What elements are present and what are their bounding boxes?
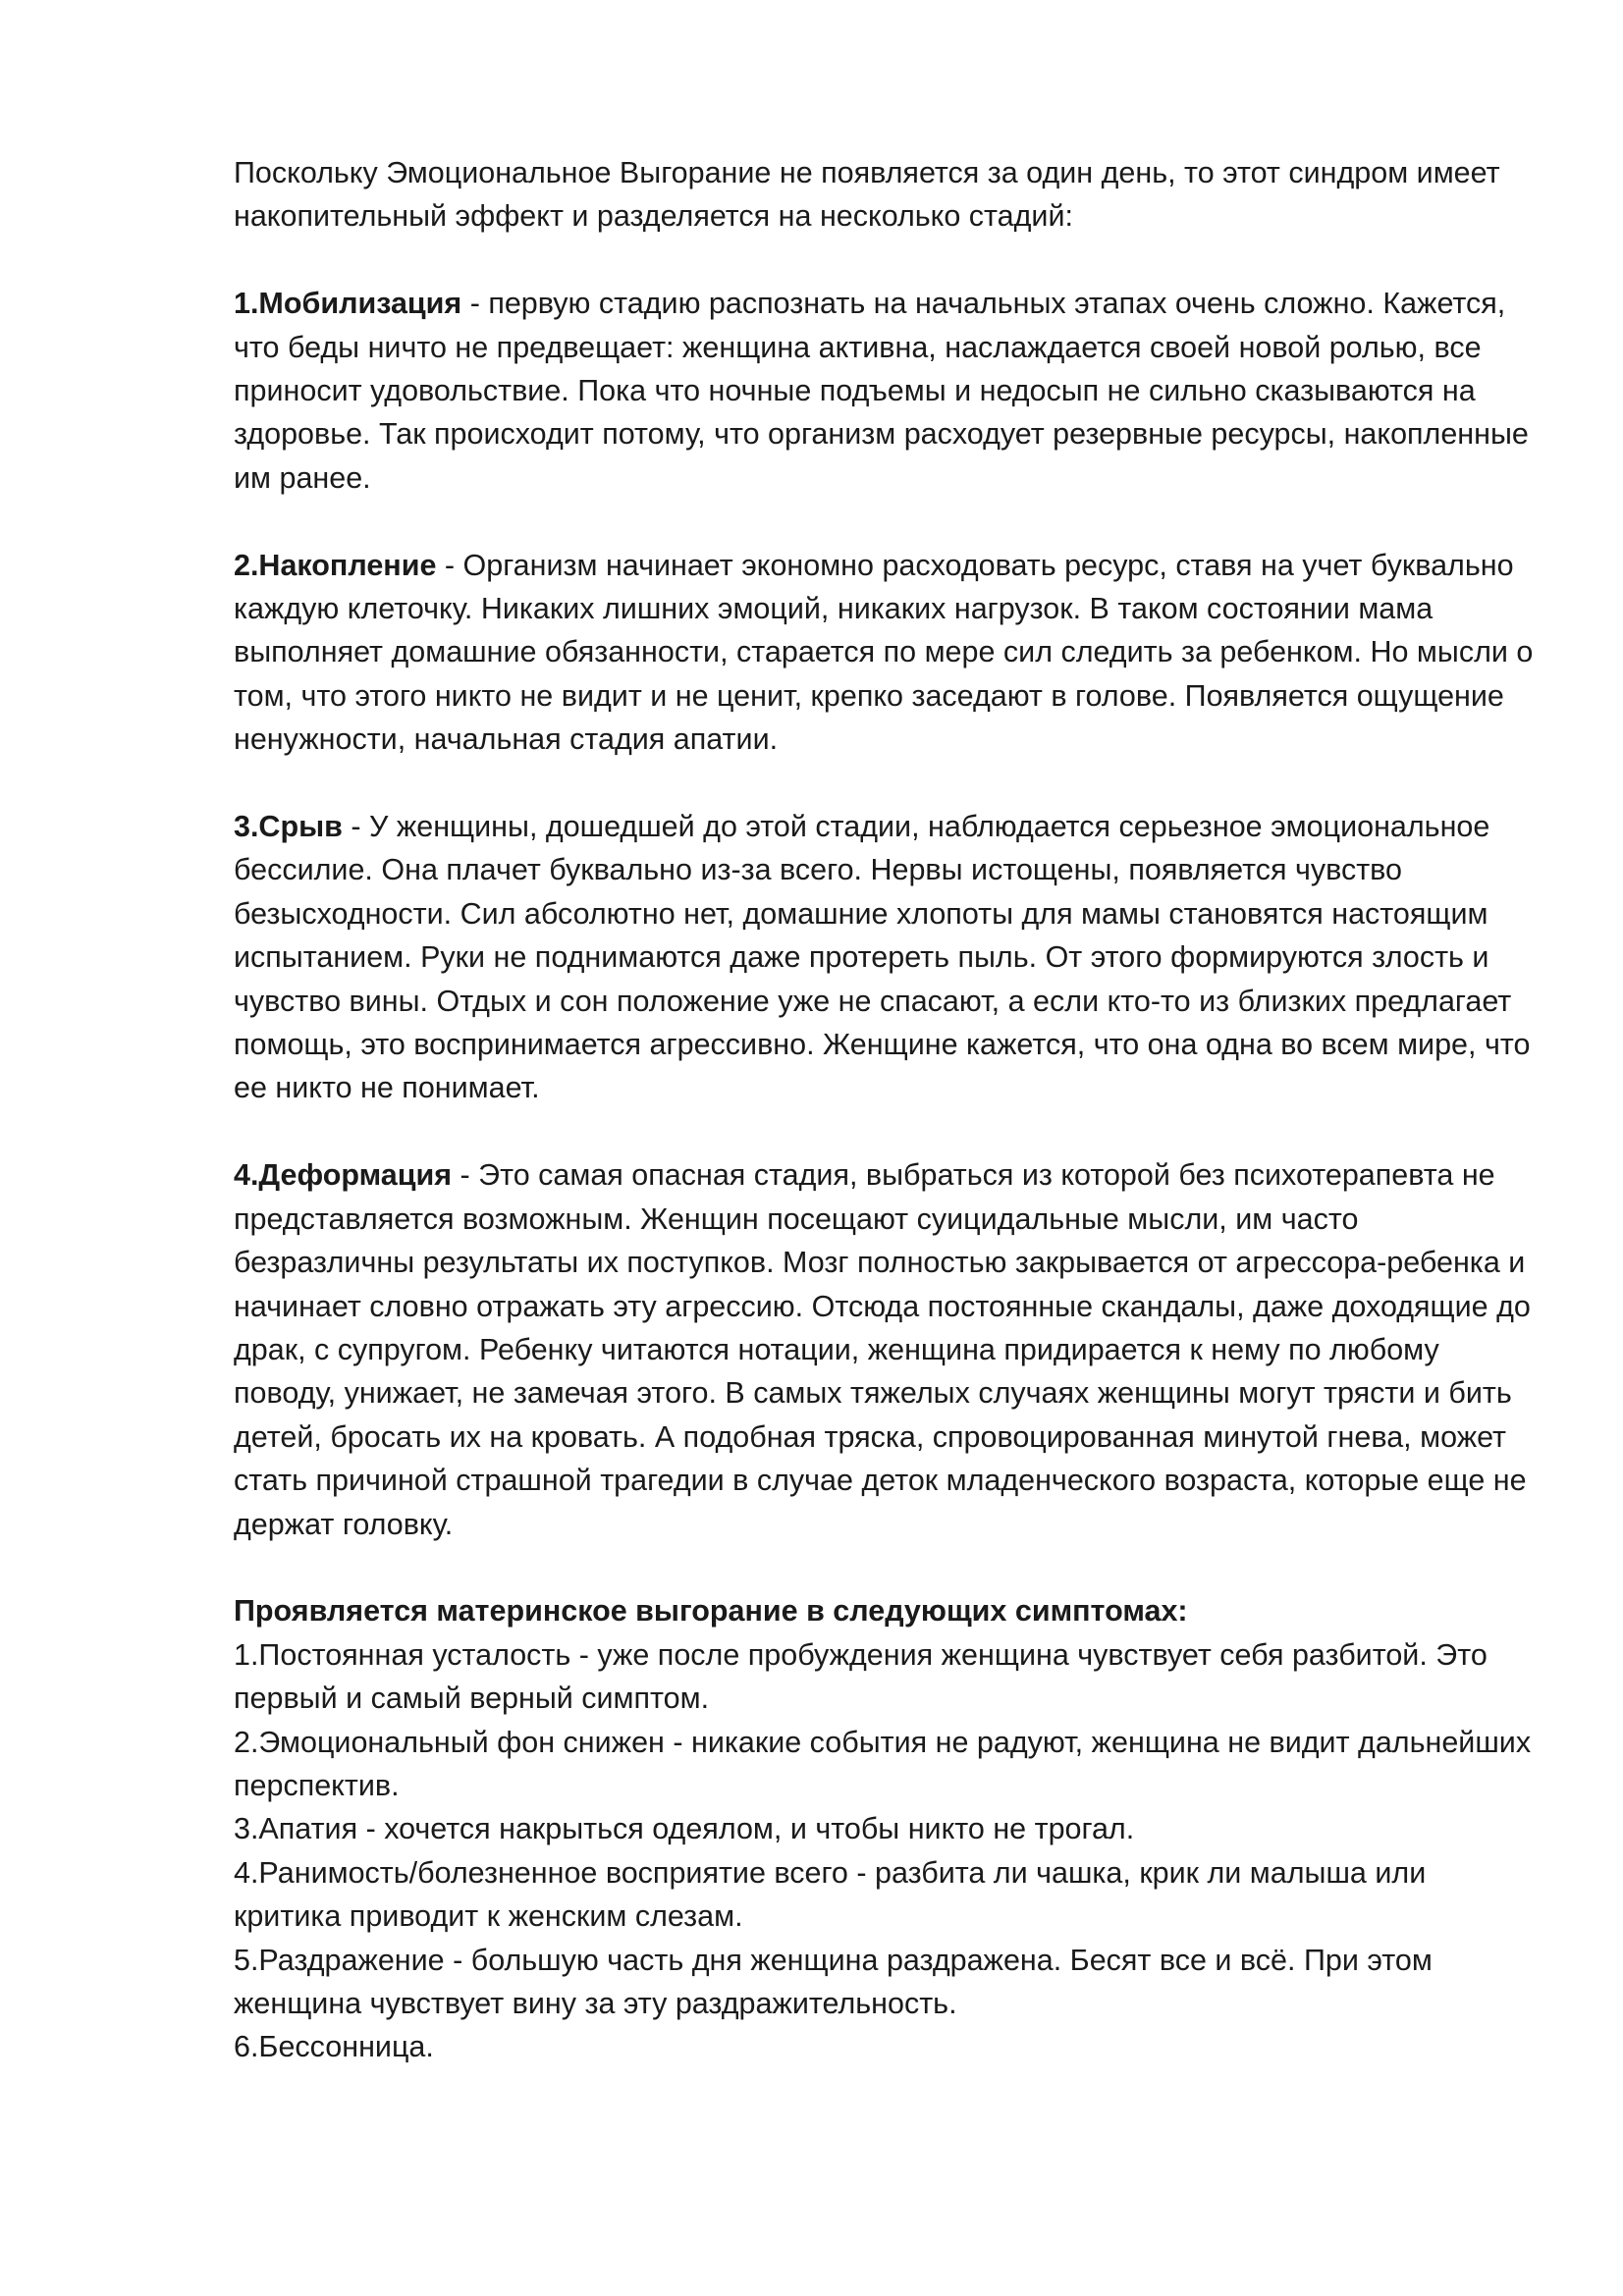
stage-title: 2.Накопление xyxy=(234,548,437,582)
stage-text: - Организм начинает экономно расходовать ресурс, ставя на учет буквально каждую клеточку. Никаких лишних эмоций, никаких нагрузок. В таком состоянии мама выполняет домашние обязанности, старается по мере сил следить за ребенком. Но мысли о том, что этого никто не видит и не ценит, крепко заседают в голове. Появляется ощущение ненужности, начальная стадия апатии. xyxy=(234,548,1534,757)
symptom-item: 3.Апатия - хочется накрыться одеялом, и чтобы никто не трогал. xyxy=(234,1812,1135,1846)
symptom-item: 5.Раздражение - большую часть дня женщина раздражена. Бесят все и всё. При этом женщина чувствует вину за эту раздражительность. xyxy=(234,1943,1433,2020)
stage-paragraph-mobilization xyxy=(234,282,1540,500)
stage-text: - У женщины, дошедшей до этой стадии, наблюдается серьезное эмоциональное бессилие. Она плачет буквально из-за всего. Нервы истощены, появляется чувство безысходности. Сил абсолютно нет, домашние хлопоты для мамы становятся настоящим испытанием. Руки не поднимаются даже протереть пыль. От этого формируются злость и чувство вины. Отдых и сон положение уже не спасают, а если кто-то из близких предлагает помощь, это воспринимается агрессивно. Женщине кажется, что она одна во всем мире, что ее никто не понимает. xyxy=(234,810,1531,1105)
symptom-item: 6.Бессонница. xyxy=(234,2030,434,2064)
symptoms-heading: Проявляется материнское выгорание в следующих симптомах: xyxy=(234,1594,1188,1629)
symptom-item: 2.Эмоциональный фон снижен - никакие события не радуют, женщина не видит дальнейших перспектив. xyxy=(234,1725,1532,1802)
symptoms-section xyxy=(234,1589,1540,2068)
stage-title: 4.Деформация xyxy=(234,1158,453,1193)
stage-title: 3.Срыв xyxy=(234,810,343,844)
stage-text: - первую стадию распознать на начальных этапах очень сложно. Кажется, что беды ничто не предвещает: женщина активна, наслаждается своей новой ролью, все приносит удовольствие. Пока что ночные подъемы и недосып не сильно сказываются на здоровье. Так происходит потому, что организм расходует резервные ресурсы, накопленные им ранее. xyxy=(234,287,1529,495)
document-page xyxy=(234,151,1540,2069)
stage-paragraph-deformation xyxy=(234,1153,1540,1546)
stage-text: - Это самая опасная стадия, выбраться из которой без психотерапевта не представляется возможным. Женщин посещают суицидальные мысли, им часто безразличны результаты их поступков. Мозг полностью закрывается от агрессора-ребенка и начинает словно отражать эту агрессию. Отсюда постоянные скандалы, даже доходящие до драк, с супругом. Ребенку читаются нотации, женщина придирается к нему по любому поводу, унижает, не замечая этого. В самых тяжелых случаях женщины могут трясти и бить детей, бросать их на кровать. А подобная тряска, спровоцированная минутой гнева, может стать причиной страшной трагедии в случае деток младенческого возраста, которые еще не держат головку. xyxy=(234,1158,1531,1541)
intro-paragraph: Поскольку Эмоциональное Выгорание не появляется за один день, то этот синдром имеет накопительный эффект и разделяется на несколько стадий: xyxy=(234,156,1500,234)
stage-paragraph-accumulation xyxy=(234,544,1540,762)
stage-paragraph-breakdown xyxy=(234,805,1540,1110)
symptom-item: 4.Ранимость/болезненное восприятие всего - разбита ли чашка, крик ли малыша или критика приводит к женским слезам. xyxy=(234,1855,1427,1934)
stage-title: 1.Мобилизация xyxy=(234,287,462,321)
symptom-item: 1.Постоянная усталость - уже после пробуждения женщина чувствует себя разбитой. Это первый и самый верный симптом. xyxy=(234,1637,1488,1716)
